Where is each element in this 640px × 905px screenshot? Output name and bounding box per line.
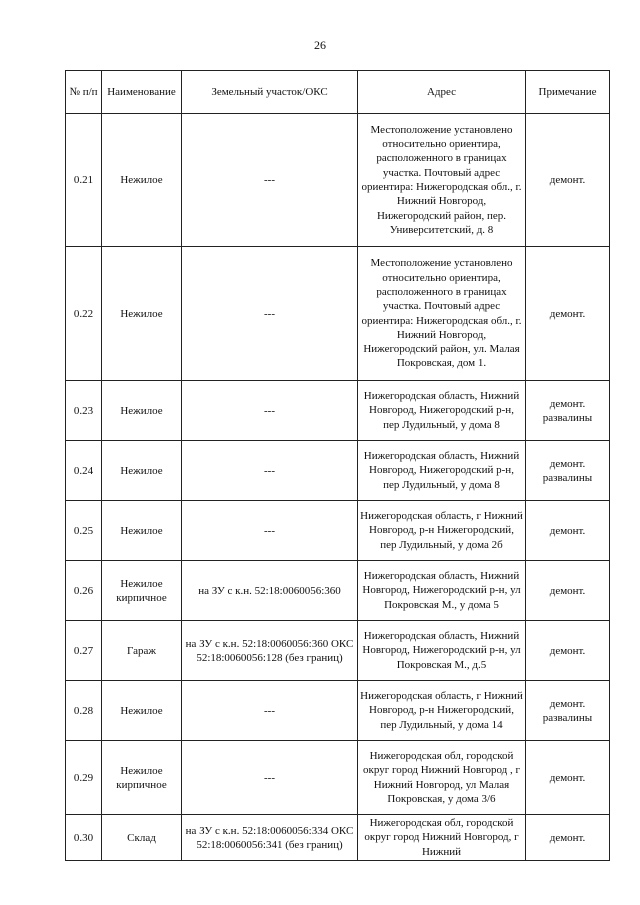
page-number: 26 — [314, 38, 326, 52]
table-row — [66, 381, 610, 441]
header-address: Адрес — [358, 71, 526, 114]
cell-num: 0.26 — [66, 561, 102, 621]
cell-name: Гараж — [102, 621, 182, 681]
cell-num: 0.24 — [66, 441, 102, 501]
table-row — [66, 247, 610, 381]
cell-address: Нижегородская обл, городской округ город Нижний Новгород, г Нижний — [358, 815, 526, 861]
cell-address: Нижегородская область, г Нижний Новгород, р-н Нижегородский, пер Лудильный, у дома 2б — [358, 501, 526, 561]
cell-land: --- — [182, 114, 358, 247]
table-row — [66, 114, 610, 247]
cell-note: демонт. — [526, 501, 610, 561]
table-row — [66, 441, 610, 501]
cell-note: демонт. — [526, 561, 610, 621]
cell-note: демонт. — [526, 741, 610, 815]
cell-land: --- — [182, 681, 358, 741]
cell-land: --- — [182, 501, 358, 561]
table-row — [66, 815, 610, 861]
cell-address: Местоположение установлено относительно ориентира, расположенного в границах участка. Почтовый адрес ориентира: Нижегородская обл., г. Нижний Новгород, Нижегородский район, пер. Университетский, д. 8 — [358, 114, 526, 247]
table-header-row — [66, 71, 610, 114]
cell-land: --- — [182, 381, 358, 441]
cell-num: 0.21 — [66, 114, 102, 247]
cell-note: демонт. — [526, 247, 610, 381]
table-row — [66, 501, 610, 561]
cell-land: на ЗУ с к.н. 52:18:0060056:360 ОКС 52:18:0060056:128 (без границ) — [182, 621, 358, 681]
cell-num: 0.23 — [66, 381, 102, 441]
cell-num: 0.28 — [66, 681, 102, 741]
cell-note: демонт. — [526, 815, 610, 861]
cell-address: Нижегородская область, Нижний Новгород, Нижегородский р-н, пер Лудильный, у дома 8 — [358, 381, 526, 441]
cell-address: Нижегородская область, Нижний Новгород, Нижегородский р-н, ул Покровская М., у дома 5 — [358, 561, 526, 621]
cell-name: Нежилое — [102, 247, 182, 381]
cell-note: демонт. развалины — [526, 681, 610, 741]
cell-address: Местоположение установлено относительно ориентира, расположенного в границах участка. Почтовый адрес ориентира: Нижегородская обл., г. Нижний Новгород, Нижегородский район, ул. Малая Покровская, дом 1. — [358, 247, 526, 381]
cell-num: 0.29 — [66, 741, 102, 815]
cell-note: демонт. — [526, 621, 610, 681]
table-row — [66, 741, 610, 815]
cell-address: Нижегородская обл, городской округ город Нижний Новгород , г Нижний Новгород, ул Малая Покровская, у дома 3/6 — [358, 741, 526, 815]
cell-name: Нежилое — [102, 501, 182, 561]
cell-note: демонт. развалины — [526, 441, 610, 501]
cell-note: демонт. развалины — [526, 381, 610, 441]
cell-name: Нежилое — [102, 681, 182, 741]
cell-name: Нежилое — [102, 381, 182, 441]
cell-land: --- — [182, 441, 358, 501]
header-num: № п/п — [66, 71, 102, 114]
cell-land: --- — [182, 741, 358, 815]
cell-name: Нежилое кирпичное — [102, 741, 182, 815]
cell-address: Нижегородская область, г Нижний Новгород, р-н Нижегородский, пер Лудильный, у дома 14 — [358, 681, 526, 741]
header-note: Примечание — [526, 71, 610, 114]
objects-table — [65, 70, 610, 861]
header-land: Земельный участок/ОКС — [182, 71, 358, 114]
cell-address: Нижегородская область, Нижний Новгород, Нижегородский р-н, пер Лудильный, у дома 8 — [358, 441, 526, 501]
cell-num: 0.22 — [66, 247, 102, 381]
cell-land: на ЗУ с к.н. 52:18:0060056:360 — [182, 561, 358, 621]
cell-num: 0.30 — [66, 815, 102, 861]
cell-land: на ЗУ с к.н. 52:18:0060056:334 ОКС 52:18:0060056:341 (без границ) — [182, 815, 358, 861]
cell-note: демонт. — [526, 114, 610, 247]
cell-name: Склад — [102, 815, 182, 861]
cell-num: 0.25 — [66, 501, 102, 561]
cell-num: 0.27 — [66, 621, 102, 681]
header-name: Наименование — [102, 71, 182, 114]
cell-land: --- — [182, 247, 358, 381]
table-row — [66, 621, 610, 681]
cell-address: Нижегородская область, Нижний Новгород, Нижегородский р-н, ул Покровская М., д.5 — [358, 621, 526, 681]
cell-name: Нежилое кирпичное — [102, 561, 182, 621]
table-row — [66, 561, 610, 621]
table-row — [66, 681, 610, 741]
cell-name: Нежилое — [102, 441, 182, 501]
cell-name: Нежилое — [102, 114, 182, 247]
